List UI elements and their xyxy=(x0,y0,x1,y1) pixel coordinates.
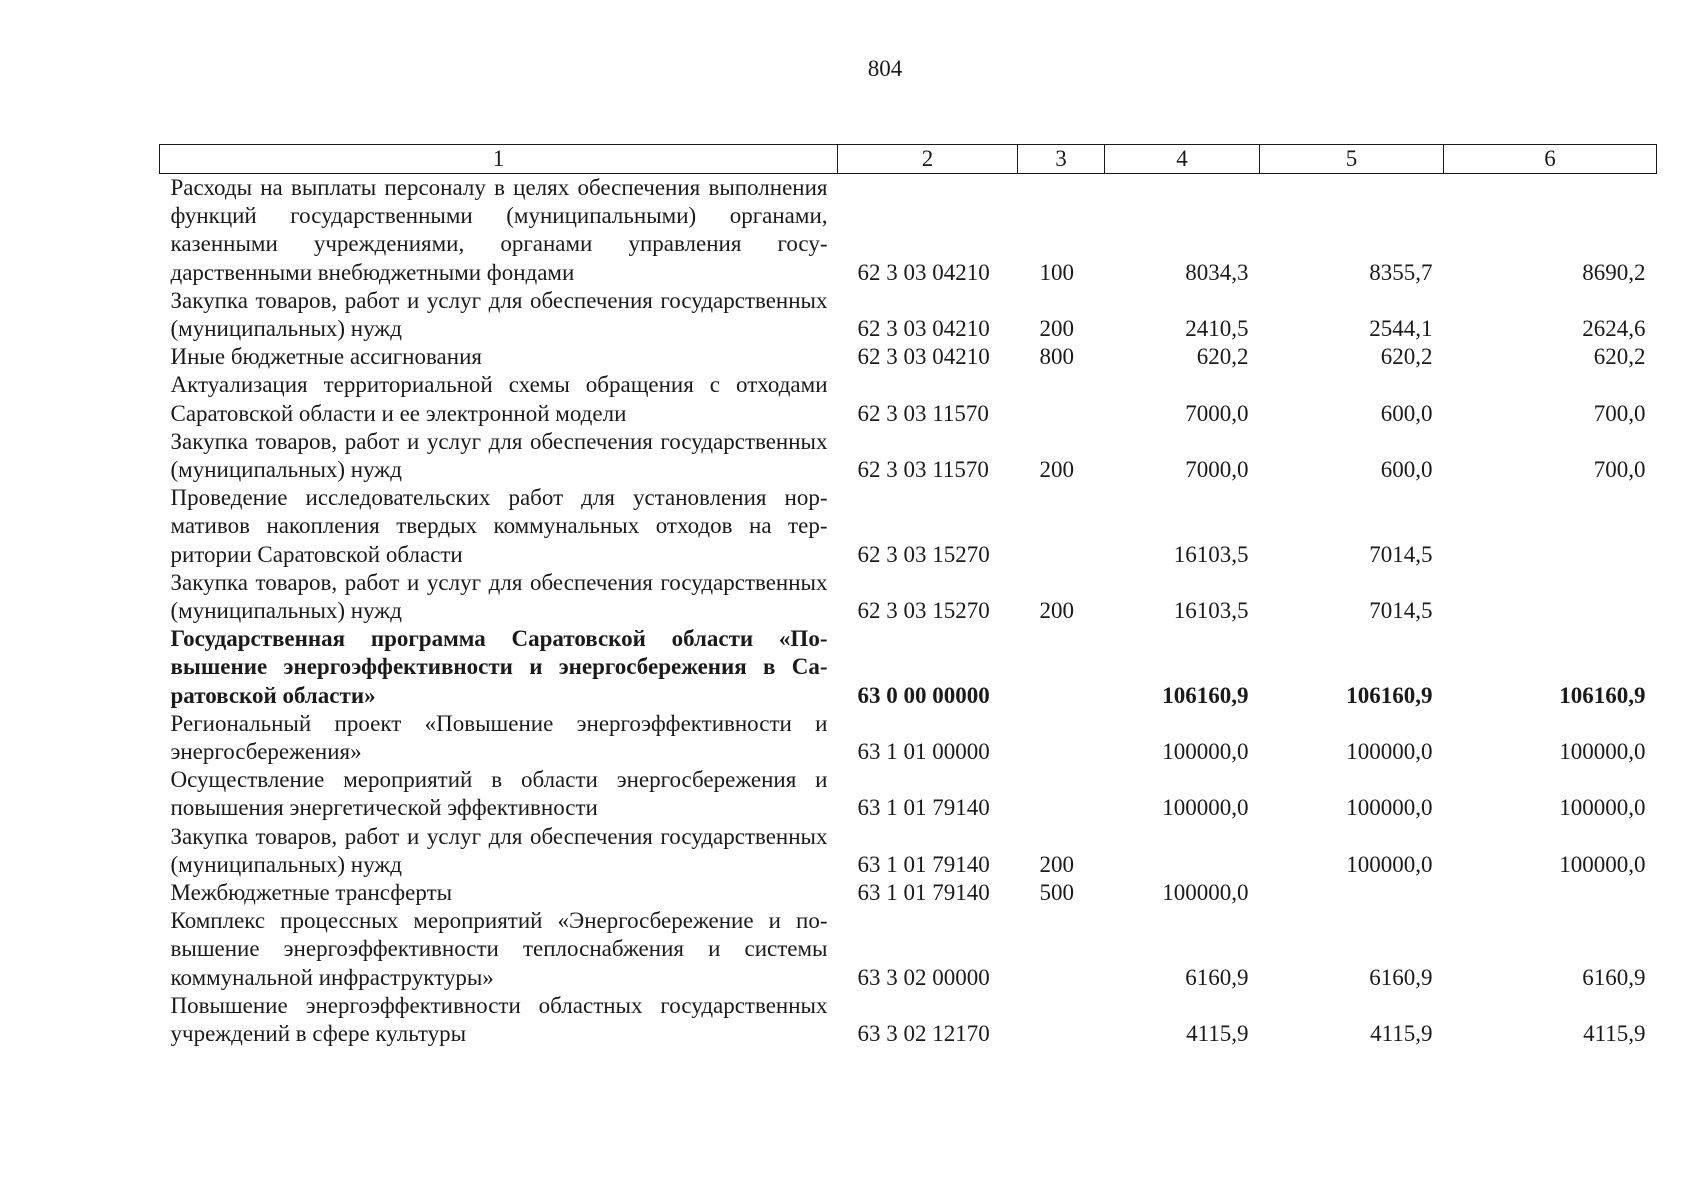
row-code-cell: 63 1 01 79140 xyxy=(857,795,990,821)
row-value-col5-cell: 7014,5 xyxy=(1369,541,1433,567)
row-value-col5-cell: 4115,9 xyxy=(1370,1021,1433,1047)
row-value-col5-cell: 620,2 xyxy=(1380,344,1433,370)
table-row xyxy=(160,174,1657,287)
row-name-cell: Проведение исследовательских работ для установления нормативов накопления твердых коммунальных отходов на территории Саратовской области xyxy=(170,485,828,567)
row-code-cell: 62 3 03 04210 xyxy=(857,316,990,342)
column-header-3: 3 xyxy=(1018,145,1105,174)
row-expense-type-cell: 200 xyxy=(1039,598,1074,624)
column-header-4: 4 xyxy=(1105,145,1260,174)
row-code-cell: 63 1 01 79140 xyxy=(857,851,990,877)
row-expense-type-cell xyxy=(1018,766,1105,822)
row-name-cell: Осуществление мероприятий в области энергосбережения и повышения энергетической эффективности xyxy=(170,767,828,821)
row-value-col6-cell xyxy=(1444,569,1657,625)
row-value-col6-cell xyxy=(1444,484,1657,569)
table-header xyxy=(160,145,1657,174)
row-code-cell: 63 0 00 00000 xyxy=(857,682,990,708)
row-code-cell: 62 3 03 04210 xyxy=(857,344,990,370)
table-row xyxy=(160,766,1657,822)
row-name-cell: Государственная программа Саратовской области «Повышение энергоэффективности и энергосбережения в Саратовской области» xyxy=(170,626,828,708)
row-value-col5-cell: 600,0 xyxy=(1380,457,1433,483)
row-code-cell: 63 1 01 79140 xyxy=(857,880,990,906)
row-value-col6-cell: 8690,2 xyxy=(1582,259,1646,285)
row-expense-type-cell xyxy=(1018,710,1105,766)
row-expense-type-cell xyxy=(1018,484,1105,569)
row-code-cell: 63 3 02 12170 xyxy=(857,1021,990,1047)
table-row xyxy=(160,343,1657,371)
row-value-col5-cell: 7014,5 xyxy=(1369,598,1433,624)
table-row xyxy=(160,879,1657,907)
row-name-cell: Региональный проект «Повышение энергоэффективности и энергосбережения» xyxy=(170,710,828,765)
row-value-col4-cell: 2410,5 xyxy=(1185,316,1249,342)
row-value-col6-cell: 100000,0 xyxy=(1559,795,1646,821)
row-value-col4-cell xyxy=(1105,823,1260,879)
row-value-col5-cell: 8355,7 xyxy=(1369,259,1433,285)
row-value-col4-cell: 106160,9 xyxy=(1162,682,1249,708)
row-name-cell: Комплекс процессных мероприятий «Энергосбережение и повышение энергоэффективности теплоснабжения и системы коммунальной инфраструктуры» xyxy=(170,908,828,990)
table-row xyxy=(160,823,1657,879)
row-value-col6-cell: 106160,9 xyxy=(1559,682,1646,708)
row-value-col4-cell: 8034,3 xyxy=(1185,259,1249,285)
row-value-col5-cell: 100000,0 xyxy=(1346,739,1433,765)
row-code-cell: 63 3 02 00000 xyxy=(857,964,990,990)
column-header-6: 6 xyxy=(1444,145,1657,174)
row-expense-type-cell xyxy=(1018,371,1105,427)
row-value-col6-cell: 100000,0 xyxy=(1559,739,1646,765)
row-value-col5-cell: 6160,9 xyxy=(1369,964,1433,990)
row-value-col4-cell: 6160,9 xyxy=(1185,964,1249,990)
row-value-col6-cell: 2624,6 xyxy=(1582,316,1646,342)
row-value-col4-cell: 16103,5 xyxy=(1173,541,1249,567)
row-value-col4-cell: 100000,0 xyxy=(1162,880,1249,906)
row-value-col6-cell: 620,2 xyxy=(1593,344,1646,370)
row-name-cell: Межбюджетные трансферты xyxy=(170,880,453,906)
row-name-cell: Актуализация территориальной схемы обращения с отходами Саратовской области и ее электронной модели xyxy=(170,372,828,426)
row-name-cell: Закупка товаров, работ и услуг для обеспечения государственных (муниципальных) нужд xyxy=(170,287,828,342)
header-row xyxy=(160,145,1657,174)
row-value-col4-cell: 100000,0 xyxy=(1162,739,1249,765)
table-body xyxy=(160,174,1657,1049)
row-value-col4-cell: 16103,5 xyxy=(1173,598,1249,624)
row-expense-type-cell: 200 xyxy=(1039,457,1074,483)
table-row xyxy=(160,287,1657,343)
table-row xyxy=(160,625,1657,710)
row-expense-type-cell: 800 xyxy=(1039,344,1074,370)
row-value-col4-cell: 620,2 xyxy=(1196,344,1249,370)
table-row xyxy=(160,484,1657,569)
row-value-col5-cell: 100000,0 xyxy=(1346,795,1433,821)
row-value-col5-cell: 600,0 xyxy=(1380,400,1433,426)
row-value-col6-cell: 700,0 xyxy=(1593,457,1646,483)
row-value-col6-cell: 6160,9 xyxy=(1582,964,1646,990)
row-value-col4-cell: 4115,9 xyxy=(1186,1021,1249,1047)
row-value-col5-cell: 106160,9 xyxy=(1346,682,1433,708)
row-name-cell: Иные бюджетные ассигнования xyxy=(170,344,482,370)
row-name-cell: Закупка товаров, работ и услуг для обеспечения государственных (муниципальных) нужд xyxy=(170,569,828,624)
row-name-cell: Закупка товаров, работ и услуг для обеспечения государственных (муниципальных) нужд xyxy=(170,823,828,877)
table-row xyxy=(160,992,1657,1048)
row-value-col5-cell: 2544,1 xyxy=(1369,316,1433,342)
row-expense-type-cell: 500 xyxy=(1039,880,1074,906)
row-code-cell: 62 3 03 15270 xyxy=(857,598,990,624)
row-value-col6-cell xyxy=(1444,879,1657,907)
row-code-cell: 62 3 03 11570 xyxy=(857,457,989,483)
row-name-cell: Повышение энергоэффективности областных государственных учреждений в сфере культуры xyxy=(170,992,828,1047)
row-value-col6-cell: 4115,9 xyxy=(1583,1021,1646,1047)
row-code-cell: 62 3 03 11570 xyxy=(857,400,989,426)
row-expense-type-cell xyxy=(1018,907,1105,992)
row-expense-type-cell xyxy=(1018,992,1105,1048)
column-header-2: 2 xyxy=(838,145,1018,174)
row-expense-type-cell: 200 xyxy=(1039,851,1074,877)
row-name-cell: Расходы на выплаты персоналу в целях обеспечения выполнения функций государственными (муниципальными) органами, казенными учреждениями, органами управления государственными внебюджетными фондами xyxy=(170,175,828,285)
row-expense-type-cell: 100 xyxy=(1039,259,1074,285)
row-value-col5-cell: 100000,0 xyxy=(1346,851,1433,877)
table-row xyxy=(160,428,1657,484)
row-name-cell: Закупка товаров, работ и услуг для обеспечения государственных (муниципальных) нужд xyxy=(170,428,828,483)
budget-table xyxy=(159,144,1657,1048)
row-code-cell: 62 3 03 04210 xyxy=(857,259,990,285)
column-header-5: 5 xyxy=(1260,145,1444,174)
row-value-col5-cell xyxy=(1260,879,1444,907)
row-value-col6-cell: 100000,0 xyxy=(1559,851,1646,877)
row-value-col4-cell: 7000,0 xyxy=(1185,457,1249,483)
row-value-col6-cell: 700,0 xyxy=(1593,400,1646,426)
table-row xyxy=(160,710,1657,766)
table-row xyxy=(160,569,1657,625)
row-code-cell: 63 1 01 00000 xyxy=(857,739,990,765)
table-row xyxy=(160,371,1657,427)
row-expense-type-cell xyxy=(1018,625,1105,710)
row-value-col4-cell: 7000,0 xyxy=(1185,400,1249,426)
table-row xyxy=(160,907,1657,992)
row-code-cell: 62 3 03 15270 xyxy=(857,541,990,567)
row-value-col4-cell: 100000,0 xyxy=(1162,795,1249,821)
column-header-1: 1 xyxy=(160,145,838,174)
row-expense-type-cell: 200 xyxy=(1039,316,1074,342)
page-number: 804 xyxy=(867,56,903,81)
